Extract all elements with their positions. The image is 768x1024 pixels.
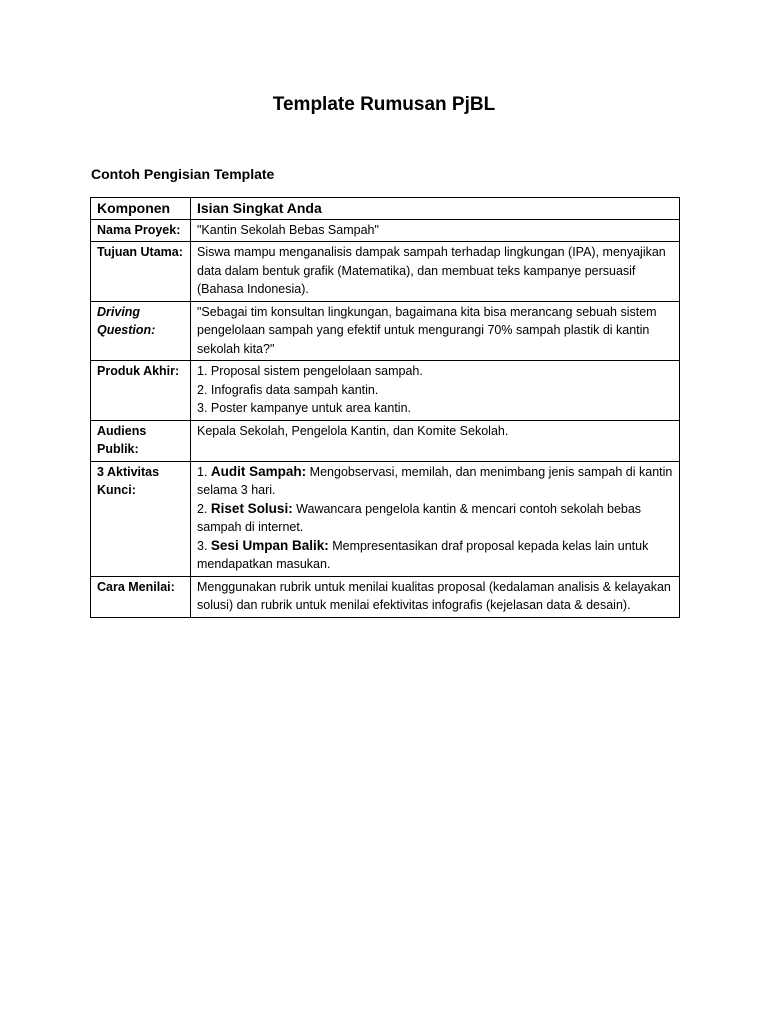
activity-name: Audit Sampah:	[210, 463, 307, 479]
row-label-tujuan-utama: Tujuan Utama:	[91, 242, 191, 302]
activity-item	[197, 463, 673, 500]
activity-number: 3.	[197, 538, 208, 553]
activity-number: 1.	[197, 464, 208, 479]
table-row	[91, 461, 680, 576]
activity-desc: Wawancara pengelola kantin & mencari contoh sekolah bebas sampah di internet.	[197, 501, 642, 534]
header-komponen: Komponen	[91, 198, 191, 220]
row-label-driving-question: Driving Question:	[91, 301, 191, 361]
header-isian: Isian Singkat Anda	[191, 198, 680, 220]
activity-name: Sesi Umpan Balik:	[210, 537, 329, 553]
table-row	[91, 576, 680, 617]
list-item: 2. Infografis data sampah kantin.	[197, 382, 379, 397]
list-item: 1. Proposal sistem pengelolaan sampah.	[197, 364, 423, 378]
row-value-tujuan-utama: Siswa mampu menganalisis dampak sampah terhadap lingkungan (IPA), menyajikan data dalam bentuk grafik (Matematika), dan membuat teks kampanye persuasif (Bahasa Indonesia).	[191, 242, 680, 302]
activity-name: Riset Solusi:	[210, 500, 293, 516]
activity-number: 2.	[197, 501, 208, 516]
row-label-nama-proyek: Nama Proyek:	[91, 219, 191, 242]
activity-item	[197, 500, 673, 537]
row-value-nama-proyek: "Kantin Sekolah Bebas Sampah"	[191, 219, 680, 242]
row-label-aktivitas-kunci: 3 Aktivitas Kunci:	[91, 461, 191, 576]
row-value-audiens-publik: Kepala Sekolah, Pengelola Kantin, dan Komite Sekolah.	[191, 420, 680, 461]
row-label-produk-akhir: Produk Akhir:	[91, 361, 191, 421]
row-value-driving-question: "Sebagai tim konsultan lingkungan, bagaimana kita bisa merancang sebuah sistem pengelolaan sampah yang efektif untuk mengurangi 70% sampah plastik di kantin sekolah kita?"	[191, 301, 680, 361]
row-value-produk-akhir	[191, 361, 680, 421]
row-value-cara-menilai: Menggunakan rubrik untuk menilai kualitas proposal (kedalaman analisis & kelayakan solusi) dan rubrik untuk menilai efektivitas infografis (kejelasan data & desain).	[191, 576, 680, 617]
table-row	[91, 219, 680, 242]
list-item: 3. Poster kampanye untuk area kantin.	[197, 401, 412, 415]
activity-desc: Mempresentasikan draf proposal kepada kelas lain untuk mendapatkan masukan.	[197, 538, 649, 571]
page-title: Template Rumusan PjBL	[272, 94, 496, 115]
activity-desc: Mengobservasi, memilah, dan menimbang jenis sampah di kantin selama 3 hari.	[197, 464, 673, 497]
table-row	[91, 301, 680, 361]
table-row	[91, 242, 680, 302]
pjbl-template-table	[90, 197, 680, 618]
section-title: Contoh Pengisian Template	[91, 166, 275, 182]
activity-item	[197, 537, 673, 574]
row-label-audiens-publik: Audiens Publik:	[91, 420, 191, 461]
row-value-aktivitas-kunci	[191, 461, 680, 576]
table-header-row	[91, 198, 680, 220]
table-row	[91, 361, 680, 421]
table-row	[91, 420, 680, 461]
row-label-cara-menilai: Cara Menilai:	[91, 576, 191, 617]
